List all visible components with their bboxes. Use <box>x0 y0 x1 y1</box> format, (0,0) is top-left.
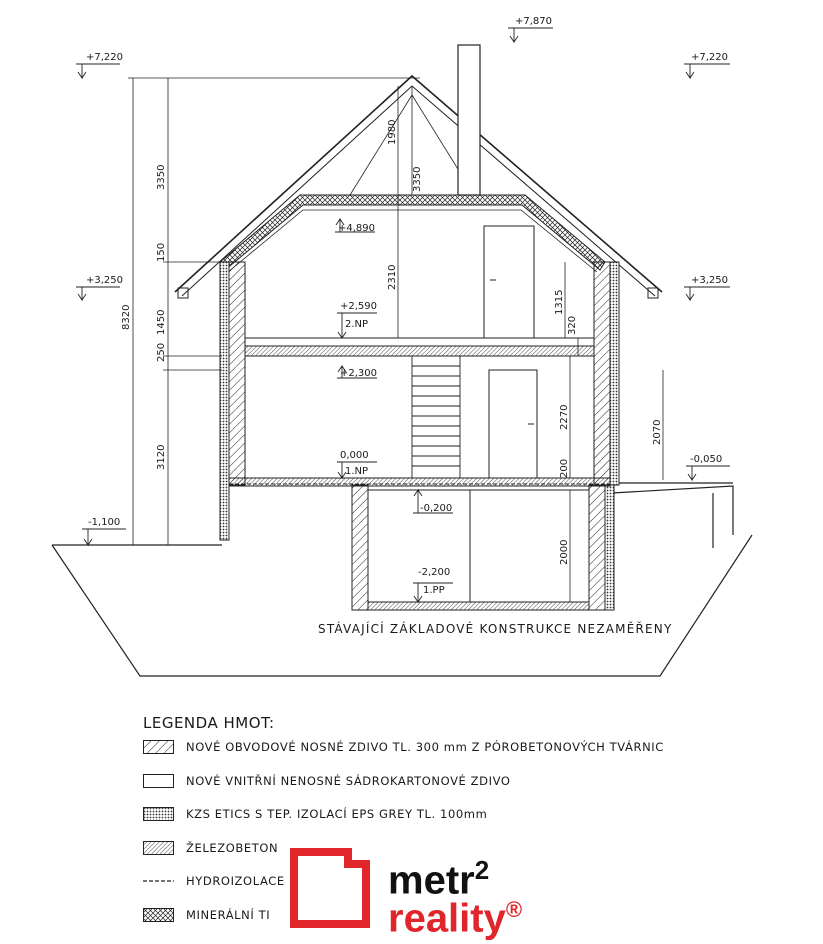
legend-item-partition-wall <box>143 774 664 808</box>
level-top-chimney: +7,870 <box>515 16 553 27</box>
level-ceiling-1np: +2,300 <box>340 368 378 379</box>
dim-200: 200 <box>559 458 570 478</box>
terrain-outline <box>52 483 752 676</box>
dim-attic-2310: 2310 <box>387 264 398 290</box>
level-floor-1pp-name: 1.PP <box>423 585 445 596</box>
hatch-sparse-swatch-icon <box>143 740 174 754</box>
level-basement-ceiling: -0,200 <box>420 503 453 514</box>
brand-logo <box>290 848 550 941</box>
legend-label: NOVÉ OBVODOVÉ NOSNÉ ZDIVO TL. 300 mm Z PÓROBETONOVÝCH TVÁRNIC <box>186 740 664 754</box>
dim-2070: 2070 <box>652 419 663 445</box>
dim-total-height: 8320 <box>121 304 132 330</box>
logo-word-reality-text: reality <box>388 896 506 941</box>
legend-label: HYDROIZOLACE <box>186 874 285 888</box>
legend-label: KZS ETICS S TEP. IZOLACÍ EPS GREY TL. 100mm <box>186 807 488 821</box>
logo-square-icon <box>290 848 370 928</box>
level-floor-1np-name: 1.NP <box>345 466 369 477</box>
dim-upper-3350: 3350 <box>156 164 167 190</box>
level-attic-ceiling: +4,890 <box>338 223 376 234</box>
level-markers <box>76 28 730 602</box>
dim-basement-2000: 2000 <box>559 539 570 565</box>
logo-word-reality <box>388 888 522 940</box>
registered-mark-icon: ® <box>505 897 523 922</box>
dashed-line-swatch-icon <box>143 874 174 888</box>
chimney <box>458 45 480 195</box>
level-terrain-right: -0,050 <box>690 454 723 465</box>
legend-item-exterior-wall <box>143 740 664 774</box>
drawing-caption: STÁVAJÍCÍ ZÁKLADOVÉ KONSTRUKCE NEZAMĚŘENY <box>318 622 673 636</box>
dim-ridge-1980: 1980 <box>387 119 398 145</box>
dots-swatch-icon <box>143 807 174 821</box>
cross-swatch-icon <box>143 908 174 922</box>
hatch-dense-swatch-icon <box>143 841 174 855</box>
dim-150: 150 <box>156 242 167 262</box>
dim-1315: 1315 <box>554 289 565 315</box>
level-ridge-left: +7,220 <box>86 52 124 63</box>
level-eave-right: +3,250 <box>691 275 729 286</box>
level-floor-1np: 0,000 <box>340 450 369 461</box>
dim-3120: 3120 <box>156 444 167 470</box>
dim-320: 320 <box>567 315 578 335</box>
level-ridge-right: +7,220 <box>691 52 729 63</box>
legend-item-etics <box>143 807 664 841</box>
legend-label: MINERÁLNÍ TI <box>186 907 271 922</box>
level-floor-1pp: -2,200 <box>418 567 451 578</box>
level-floor-2np-name: 2.NP <box>345 319 369 330</box>
dim-2270: 2270 <box>559 404 570 430</box>
legend-label: ŽELEZOBETON <box>186 840 279 855</box>
doors <box>470 226 537 602</box>
level-floor-2np: +2,590 <box>340 301 378 312</box>
dim-1450: 1450 <box>156 309 167 335</box>
dim-ridge-3350: 3350 <box>412 166 423 192</box>
dim-250: 250 <box>156 342 167 362</box>
level-eave-left: +3,250 <box>86 275 124 286</box>
level-terrain-left: -1,100 <box>88 517 121 528</box>
logo-superscript: 2 <box>474 855 490 885</box>
logo-word-metr-text: metr <box>388 858 475 903</box>
empty-swatch-icon <box>143 774 174 788</box>
legend-label: NOVÉ VNITŘNÍ NENOSNÉ SÁDROKARTONOVÉ ZDIVO <box>186 773 511 788</box>
legend-title: LEGENDA HMOT: <box>143 714 275 732</box>
staircase <box>412 356 460 478</box>
